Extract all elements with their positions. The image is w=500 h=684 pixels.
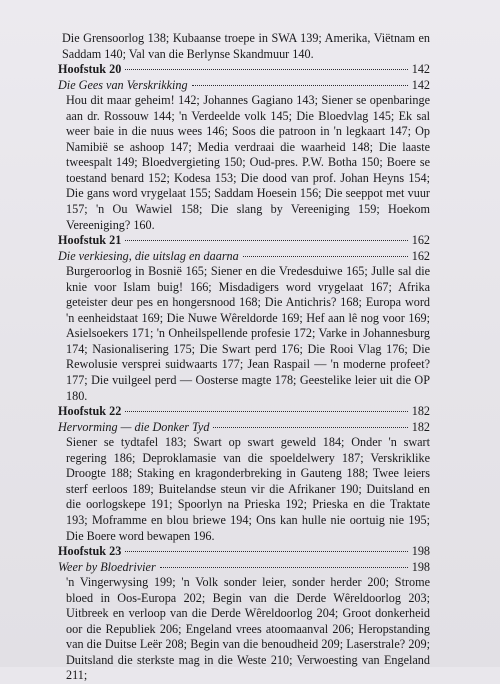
chapter-heading-page: 182 [411, 404, 430, 419]
chapter-title-page: 182 [411, 419, 430, 434]
chapter-heading-page: 198 [411, 544, 430, 559]
dot-leader [125, 240, 407, 241]
chapter-title-label: Hervorming — die Donker Tyd [58, 419, 210, 434]
chapter-title-page: 142 [411, 77, 430, 92]
chapter-entries-20: Hou dit maar geheim! 142; Johannes Gagiano 143; Siener se openbaringe aan dr. Rossouw 144; 'n Verdeelde volk 145; Die Bloedvlag 145; Ek sal weer baie in die nuus wees 146; Soos die patroon in 'n legkaart 147; Op Namibië se ashoop 147; Media verdraai die waarheid 148; Die laaste tweespalt 149; Bloedvergieting 150; Oud-pres. P.W. Botha 150; Boere se toestand benard 152; Kodesa 153; Die dood van prof. Johan Heyns 154; Die gans word vrygelaat 155; Saddam Hoesein 156; Die seeppot met vuur 157; 'n Ou Wawiel 158; Die slang by Vereeniging 159; Hoekom Vereeniging? 160. [66, 93, 430, 232]
chapter-title-label: Die verkiesing, die uitslag en daarna [58, 248, 239, 263]
chapter-heading-page: 162 [411, 233, 430, 248]
chapter-title-20 [58, 78, 430, 94]
chapter-heading-label: Hoofstuk 21 [58, 233, 122, 248]
chapter-heading-page: 142 [411, 62, 430, 77]
chapter-heading-label: Hoofstuk 20 [58, 62, 122, 77]
chapter-heading-21 [58, 233, 430, 249]
dot-leader [125, 69, 407, 70]
dot-leader [125, 411, 407, 412]
dot-leader [243, 256, 408, 257]
table-of-contents [58, 31, 430, 684]
intro-paragraph: Die Grensoorlog 138; Kubaanse troepe in SWA 139; Amerika, Viëtnam en Saddam 140; Val van die Berlynse Skandmuur 140. [62, 31, 430, 61]
chapter-heading-label: Hoofstuk 22 [58, 404, 122, 419]
chapter-title-label: Die Gees van Verskrikking [58, 77, 188, 92]
chapter-heading-20 [58, 62, 430, 78]
chapter-heading-23 [58, 544, 430, 560]
dot-leader [192, 85, 408, 86]
chapter-title-page: 162 [411, 248, 430, 263]
chapter-heading-label: Hoofstuk 23 [58, 544, 122, 559]
chapter-entries-21: Burgeroorlog in Bosnië 165; Siener en die Vredesduiwe 165; Julle sal die knie voor Islam buig! 166; Misdadigers word vrygelaat 167; Afrika geteister deur pes en hongersnood 168; Die Antichris? 168; Europa word 'n eenheidstaat 169; Die Nuwe Wêreldorde 169; Hef aan lê nog voor 169; Asielsoekers 171; 'n Onheilspellende profesie 172; Varke in Johannesburg 174; Nasionalisering 175; Die Swart perd 176; Die Rooi Vlag 176; Die Rewolusie versprei suidwaarts 177; Jean Raspail — 'n moderne profeet? 177; Die vuilgeel perd — Oosterse magte 178; Geestelike leier uit die OP 180. [66, 264, 430, 403]
chapter-heading-22 [58, 404, 430, 420]
chapter-title-21 [58, 249, 430, 265]
chapter-title-page: 198 [411, 559, 430, 574]
chapter-title-22 [58, 420, 430, 436]
chapter-title-23 [58, 560, 430, 576]
dot-leader [160, 567, 408, 568]
dot-leader [213, 427, 407, 428]
chapter-entries-23: 'n Vingerwysing 199; 'n Volk sonder leier, sonder herder 200; Strome bloed in Oos-Europa 202; Begin van die Derde Wêreldoorlog 203; Uitbreek en verloop van die Derde Wêreldoorlog 204; Groot donkerheid oor die Republiek 206; Engeland vrees atoomaanval 206; Heropstanding van die Duitse Leër 208; Begin van die benoudheid 209; Laserstrale? 209; Duitsland die sterkste mag in die Weste 210; Verwoesting van Engeland 211; [66, 575, 430, 683]
dot-leader [125, 551, 407, 552]
chapter-title-label: Weer by Bloedrivier [58, 559, 156, 574]
chapter-entries-22: Siener se tydtafel 183; Swart op swart geweld 184; Onder 'n swart regering 186; Deproklamasie van die spoeldelwery 187; Verskriklike Droogte 188; Staking en kragonderbreking in Gauteng 188; Twee leiers sterf eerloos 189; Buitelandse steun vir die Afrikaner 190; Duitsland en die oorlogskepe 191; Spoorlyn na Prieska 192; Prieska en die Traktate 193; Moframme en blou briewe 194; Ons kan hulle nie oortuig nie 195; Die Boere word bewapen 196. [66, 435, 430, 543]
